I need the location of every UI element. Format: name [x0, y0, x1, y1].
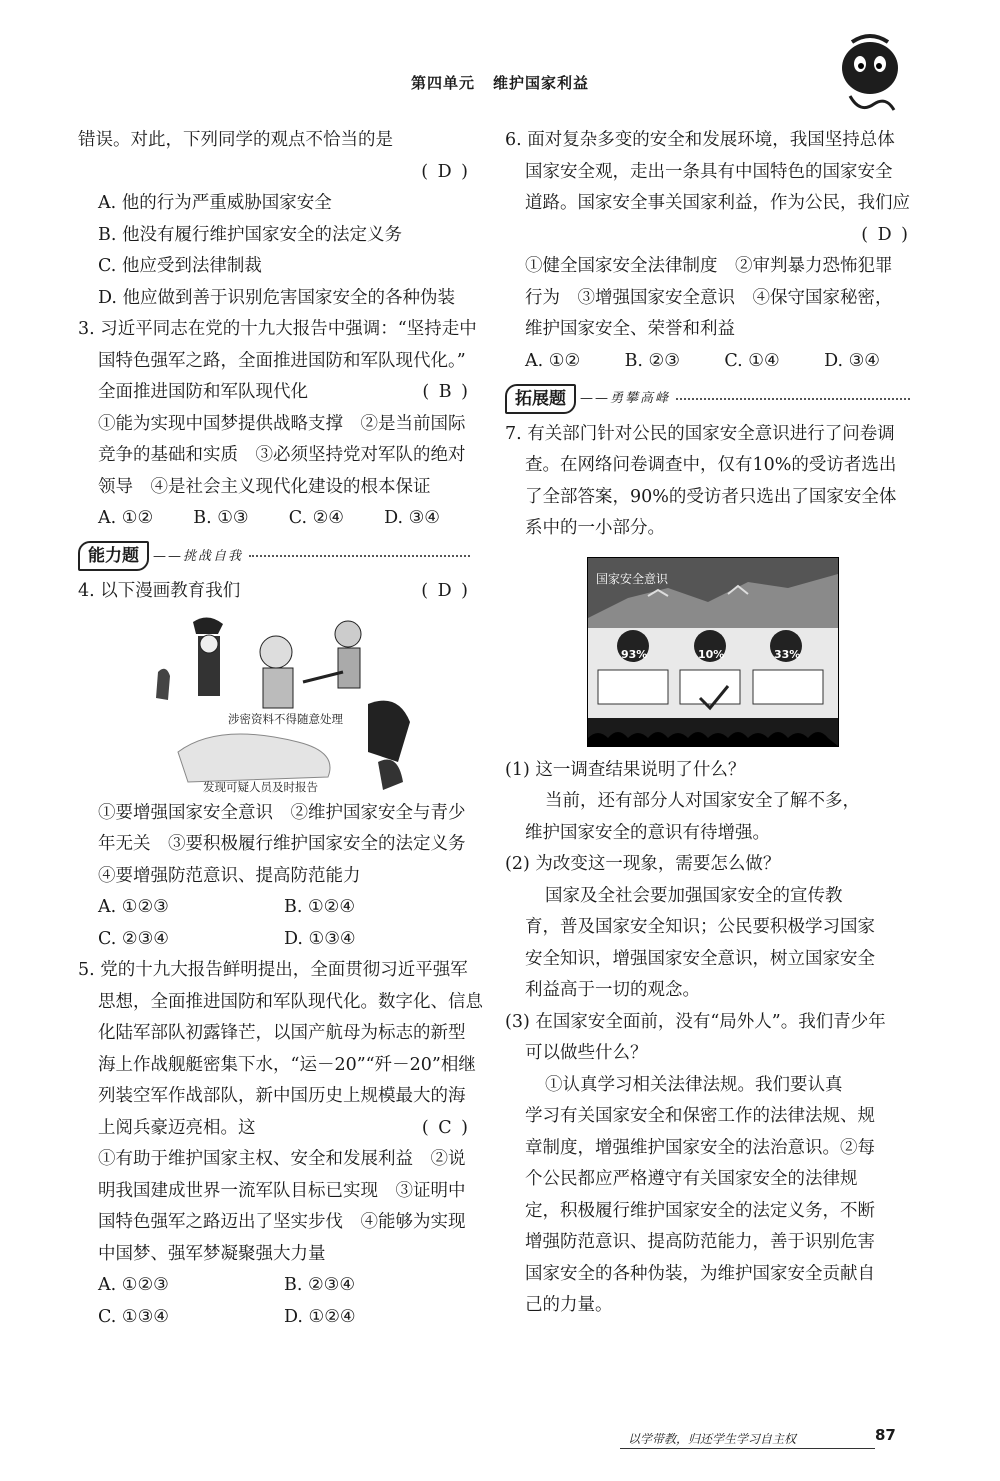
q7-sub1-question: (1) 这一调查结果说明了什么？: [505, 759, 746, 780]
q3-item-line: 竞争的基础和实质 ③必须坚持党对军队的绝对: [98, 445, 466, 465]
q6-stem-line: 道路。国家安全事关国家利益，作为公民，我们应: [525, 193, 910, 213]
q4-options-row: [78, 924, 470, 956]
q3-item-line: 领导 ④是社会主义现代化建设的根本保证: [98, 476, 431, 497]
question-3: [78, 314, 477, 535]
q4-item-line: ④要增强防范意识、提高防范能力: [98, 865, 361, 886]
q4-stem: 4. 以下漫画教育我们: [78, 581, 241, 601]
q6-answer: ( D ): [861, 224, 910, 245]
q7-sub3-answer-line: 章制度，增强维护国家安全的法治意识。②每: [525, 1137, 875, 1158]
section-extension: [505, 383, 910, 415]
q5-options-row: [78, 1302, 470, 1334]
q5-item-line: ①有助于维护国家主权、安全和发展利益 ②说: [98, 1149, 466, 1169]
mascot-icon: [830, 30, 910, 120]
footer-rule: [620, 1448, 875, 1449]
q7-sub3-answer-line: 国家安全的各种伪装，为维护国家安全贡献自: [525, 1263, 875, 1284]
q5-stem-line: 上阅兵豪迈亮相。这: [98, 1117, 256, 1138]
right-column: [505, 125, 910, 1322]
section-tag: 拓展题: [505, 384, 576, 414]
q5-stem-line: 思想，全面推进国防和军队现代化。数字化、信息: [98, 991, 483, 1012]
q4-answer: ( D ): [421, 581, 470, 601]
stat-10: 10%: [698, 647, 725, 661]
q3-stem-line: 3. 习近平同志在党的十九大报告中强调：“坚持走中: [78, 319, 477, 339]
cartoon-drawing: [98, 612, 428, 792]
q2-stem: 错误。对此，下列同学的观点不恰当的是: [78, 130, 393, 150]
infographic-title: 国家安全意识: [596, 571, 669, 586]
question-2-continued: [78, 125, 470, 314]
q5-item-line: 国特色强军之路迈出了坚实步伐 ④能够为实现: [98, 1212, 466, 1232]
q4-option-b: B. ①②④: [284, 897, 356, 917]
q7-sub2-answer-line: 安全知识，增强国家安全意识，树立国家安全: [525, 948, 875, 969]
q7-sub3-answer-line: 定，积极履行维护国家安全的法定义务，不断: [525, 1200, 875, 1221]
q7-sub3-answer-line: 增强防范意识、提高防范能力，善于识别危害: [525, 1232, 875, 1252]
q5-option-d: D. ①②④: [284, 1306, 356, 1327]
section-ability: [78, 541, 470, 573]
q4-item-line: ①要增强国家安全意识 ②维护国家安全与青少: [98, 802, 466, 823]
stat-93: 93%: [621, 647, 648, 661]
q7-sub2-answer-line: 育，普及国家安全知识；公民要积极学习国家: [525, 917, 875, 937]
left-column: [78, 125, 483, 1333]
survey-infographic: [587, 557, 839, 747]
q2-option-d: D. 他应做到善于识别危害国家安全的各种伪装: [98, 287, 456, 308]
cartoon-illustration: [98, 612, 428, 792]
q2-option-b: B. 他没有履行维护国家安全的法定义务: [98, 224, 402, 245]
q5-stem-line: 列装空军作战部队，新中国历史上规模最大的海: [98, 1086, 466, 1106]
q4-options-row: [78, 892, 470, 924]
cartoon-caption: 涉密资料不得随意处理: [228, 711, 343, 726]
q3-stem-line: 国特色强军之路，全面推进国防和军队现代化。”: [98, 350, 466, 371]
q3-option-d: D. ③④: [384, 508, 440, 528]
q4-option-d: D. ①③④: [284, 928, 356, 949]
q5-item-line: 中国梦、强军梦凝聚强大力量: [98, 1243, 326, 1264]
q5-item-line: 明我国建成世界一流军队目标已实现 ③证明中: [98, 1180, 466, 1201]
q6-option-d: D. ③④: [824, 350, 880, 371]
q7-sub1-answer-line: 维护国家安全的意识有待增强。: [525, 822, 770, 843]
q3-option-a: A. ①②: [98, 508, 154, 528]
question-5: [78, 955, 483, 1333]
q7-sub1-answer-line: 当前，还有部分人对国家安全了解不多，: [545, 791, 860, 811]
footer-motto: 以学带教，归还学生学习自主权: [628, 1432, 797, 1446]
section-subtitle: ——挑战自我: [153, 548, 244, 564]
q7-sub3-answer-line: 学习有关国家安全和保密工作的法律法规、规: [525, 1106, 875, 1126]
unit-title: 维护国家利益: [493, 74, 590, 92]
q6-item-line: 维护国家安全、荣誉和利益: [525, 319, 735, 339]
q2-option-a: A. 他的行为严重威胁国家安全: [98, 193, 332, 213]
q7-sub3-answer-line: 个公民都应严格遵守有关国家安全的法律规: [525, 1169, 858, 1189]
q4-item-line: 年无关 ③要积极履行维护国家安全的法定义务: [98, 834, 466, 854]
cartoon-caption: 发现可疑人员及时报告: [203, 779, 318, 794]
q7-stem-line: 7. 有关部门针对公民的国家安全意识进行了问卷调: [505, 423, 895, 444]
stat-33: 33%: [774, 647, 801, 661]
unit-label: 第四单元: [410, 74, 475, 92]
page-number: 87: [875, 1426, 896, 1444]
q5-answer: ( C ): [421, 1117, 470, 1138]
q6-option-b: B. ②③: [624, 350, 680, 371]
q6-stem-line: 6. 面对复杂多变的安全和发展环境，我国坚持总体: [505, 130, 895, 150]
q7-stem-line: 查。在网络问卷调查中，仅有10%的受访者选出: [525, 455, 897, 475]
q2-option-c: C. 他应受到法律制裁: [98, 256, 262, 276]
q6-item-line: 行为 ③增强国家安全意识 ④保守国家秘密，: [525, 287, 893, 308]
q7-stem-line: 系中的一小部分。: [525, 518, 665, 538]
q5-stem-line: 海上作战舰艇密集下水，“运－20”“歼－20”相继: [98, 1054, 476, 1075]
q4-option-a: A. ①②③: [98, 897, 169, 917]
q7-sub3-question-line: (3) 在国家安全面前，没有“局外人”。我们青少年: [505, 1011, 886, 1032]
q6-option-c: C. ①④: [724, 350, 780, 371]
q5-option-a: A. ①②③: [98, 1275, 169, 1295]
section-rule: [676, 398, 910, 400]
q5-options-row: [78, 1270, 470, 1302]
q4-option-c: C. ②③④: [98, 928, 169, 949]
q2-answer: ( D ): [421, 161, 470, 182]
q5-option-c: C. ①③④: [98, 1306, 169, 1327]
question-7: [505, 419, 910, 1322]
q3-item-line: ①能为实现中国梦提供战略支撑 ②是当前国际: [98, 413, 466, 434]
q3-option-c: C. ②④: [288, 508, 344, 528]
q5-stem-answer-row: [78, 1113, 470, 1145]
q5-stem-line: 化陆军部队初露锋芒，以国产航母为标志的新型: [98, 1023, 466, 1043]
section-subtitle: ——勇攀高峰: [580, 391, 671, 406]
q5-option-b: B. ②③④: [284, 1275, 356, 1295]
q7-sub3-question-line: 可以做些什么？: [525, 1043, 648, 1063]
q3-option-b: B. ①③: [193, 508, 249, 528]
section-rule: [249, 555, 470, 557]
q7-stem-line: 了全部答案，90%的受访者只选出了国家安全体: [525, 486, 897, 507]
q7-sub3-answer-line: ①认真学习相关法律法规。我们要认真: [545, 1074, 843, 1095]
q6-item-line: ①健全国家安全法律制度 ②审判暴力恐怖犯罪: [525, 256, 893, 276]
q7-sub2-answer-line: 国家及全社会要加强国家安全的宣传教: [545, 885, 843, 906]
q3-answer: ( B ): [422, 382, 470, 402]
q3-options: [78, 503, 470, 535]
q7-sub3-answer-line: 己的力量。: [525, 1295, 613, 1315]
q4-stem-row: [78, 576, 470, 608]
q5-stem-line: 5. 党的十九大报告鲜明提出，全面贯彻习近平强军: [78, 960, 468, 980]
question-6: [505, 125, 910, 377]
q7-sub2-question: (2) 为改变这一现象，需要怎么做？: [505, 854, 781, 874]
q6-options: [505, 346, 910, 378]
q7-sub2-answer-line: 利益高于一切的观念。: [525, 980, 700, 1000]
question-4: [78, 576, 470, 955]
q3-stem-line: 全面推进国防和军队现代化: [98, 382, 308, 402]
page-footer: [620, 1424, 910, 1450]
q6-stem-line: 国家安全观，走出一条具有中国特色的国家安全: [525, 161, 893, 182]
section-tag: 能力题: [78, 541, 149, 571]
q3-stem-answer-row: [78, 377, 470, 409]
q6-option-a: A. ①②: [525, 350, 581, 371]
